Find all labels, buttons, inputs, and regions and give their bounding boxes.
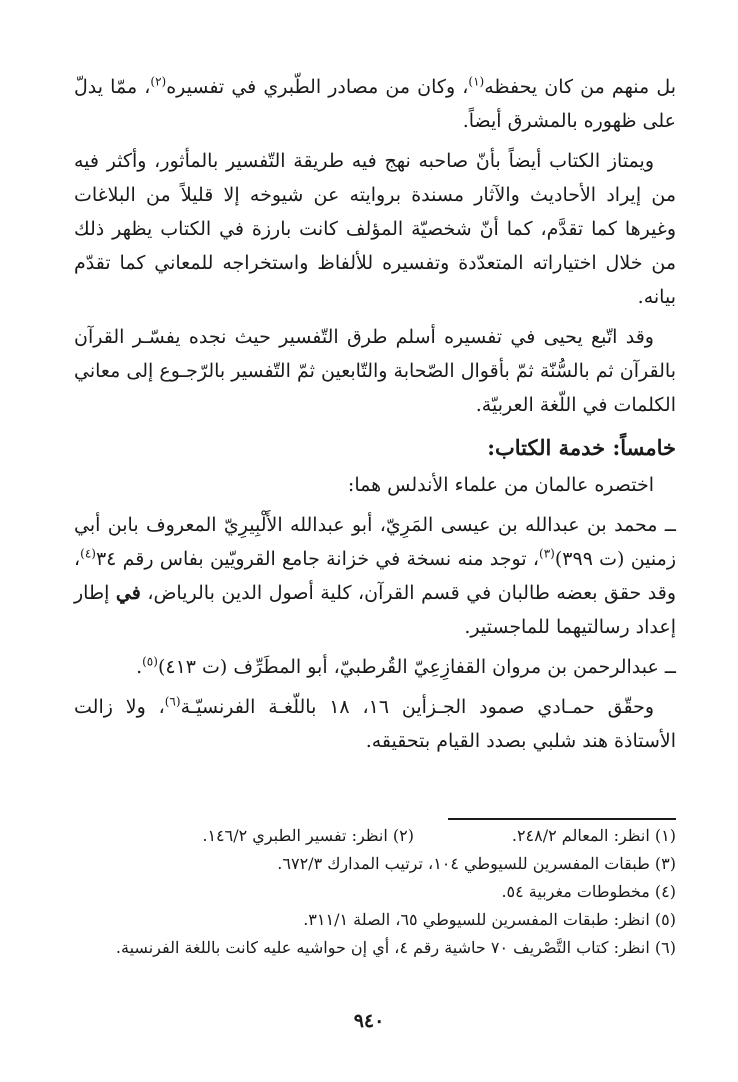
text-span: ، وقد حقق بعضه طالبان في قسم القرآن، كلية أصول الدين بالرياض، bbox=[74, 548, 676, 604]
text-span: وحقّق حمـادي صمود الجـزأين ١٦، ١٨ باللّغـة الفرنسيّـة bbox=[180, 696, 655, 718]
text-span: ــ محمد بن عبدالله بن عيسى المَرِيّ، أبو عبدالله الأَلْبِيرِيّ المعروف بابن أبي زمنين (ت ٣٩٩) bbox=[74, 514, 676, 570]
footnote-ref-5[interactable]: (٥) bbox=[142, 654, 158, 669]
heading-number: خامساً: bbox=[612, 435, 676, 460]
footnote-2: (٢) انظر: تفسير الطبري ١٤٦/٢. bbox=[202, 826, 414, 845]
paragraph-1 bbox=[74, 70, 676, 138]
section-heading bbox=[74, 430, 676, 466]
paragraph-2: ويمتاز الكتاب أيضاً بأنّ صاحبه نهج فيه طريقة التّفسير بالمأثور، وأكثر فيه من إيراد الأحاديث والآثار مسندة بروايته عن شيوخه إلا قليلاً من البلاغات وغيرها كما تقدَّم، كما أنّ شخصيّة المؤلف كانت بارزة في الكتاب يظهر ذلك من خلال اختياراته المتعدّدة وتفسيره للألفاظ واستخراجه للمعاني كما تقدّم بيانه. bbox=[74, 150, 676, 308]
text-span: ــ عبدالرحمن بن مروان القفازِعِيّ القُرطبيّ، أبو المطَرِّف (ت ٤١٣) bbox=[157, 656, 676, 678]
footnote-ref-4[interactable]: (٤) bbox=[80, 546, 96, 561]
footnote-4: (٤) مخطوطات مغربية ٥٤. bbox=[501, 882, 676, 901]
heading-title: خدمة الكتاب: bbox=[487, 435, 606, 460]
text-span: إطار إعداد رسالتيهما للماجستير. bbox=[74, 582, 676, 638]
footnote-ref-2[interactable]: (٢) bbox=[150, 74, 167, 89]
text-span: ، ممّا يدلّ على ظهوره بالمشرق أيضاً. bbox=[74, 76, 676, 132]
footnote-separator bbox=[448, 818, 676, 820]
page-number: ٩٤٠ bbox=[353, 1010, 385, 1032]
footnote-row bbox=[74, 822, 676, 850]
text-span: . bbox=[136, 656, 143, 678]
text-span: ، ولا زالت الأستاذة هند شلبي بصدد القيام بتحقيقه. bbox=[74, 696, 676, 752]
text-span: ، توجد منه نسخة في خزانة جامع القرويّين بفاس رقم ٣٤ bbox=[95, 548, 540, 570]
footnote-ref-6[interactable]: (٦) bbox=[164, 694, 181, 709]
footnote-3: (٣) طبقات المفسرين للسيوطي ١٠٤، ترتيب المدارك ٦٧٢/٣. bbox=[277, 854, 676, 873]
footnote-ref-3[interactable]: (٣) bbox=[539, 546, 555, 561]
paragraph-7 bbox=[74, 690, 676, 758]
footnote-1: (١) انظر: المعالم ٢٤٨/٢. bbox=[511, 826, 676, 845]
paragraph-4: اختصره عالمان من علماء الأندلس هما: bbox=[347, 474, 654, 496]
main-text bbox=[74, 70, 676, 764]
footnotes bbox=[74, 822, 676, 962]
footnote-ref-1[interactable]: (١) bbox=[468, 74, 485, 89]
footnote-5: (٥) انظر: طبقات المفسرين للسيوطي ٦٥، الصلة ٣١١/١. bbox=[303, 910, 676, 929]
text-span: ، وكان من مصادر الطّبري في تفسيره bbox=[166, 76, 469, 98]
text-span: في bbox=[115, 582, 141, 604]
text-span: بل منهم من كان يحفظه bbox=[484, 76, 677, 98]
paragraph-5 bbox=[74, 508, 676, 644]
paragraph-6 bbox=[74, 650, 676, 684]
paragraph-3: وقد اتّبع يحيى في تفسيره أسلم طرق التّفسير حيث نجده يفسّـر القرآن بالقرآن ثم بالسُّنّة ثمّ بأقوال الصّحابة والتّابعين ثمّ التّفسير بالرّجـوع إلى معاني الكلمات في اللّغة العربيّة. bbox=[74, 326, 676, 416]
footnote-6: (٦) انظر: كتاب التَّصْريف ٧٠ حاشية رقم ٤، أي إن حواشيه عليه كانت باللغة الفرنسية. bbox=[115, 938, 676, 957]
